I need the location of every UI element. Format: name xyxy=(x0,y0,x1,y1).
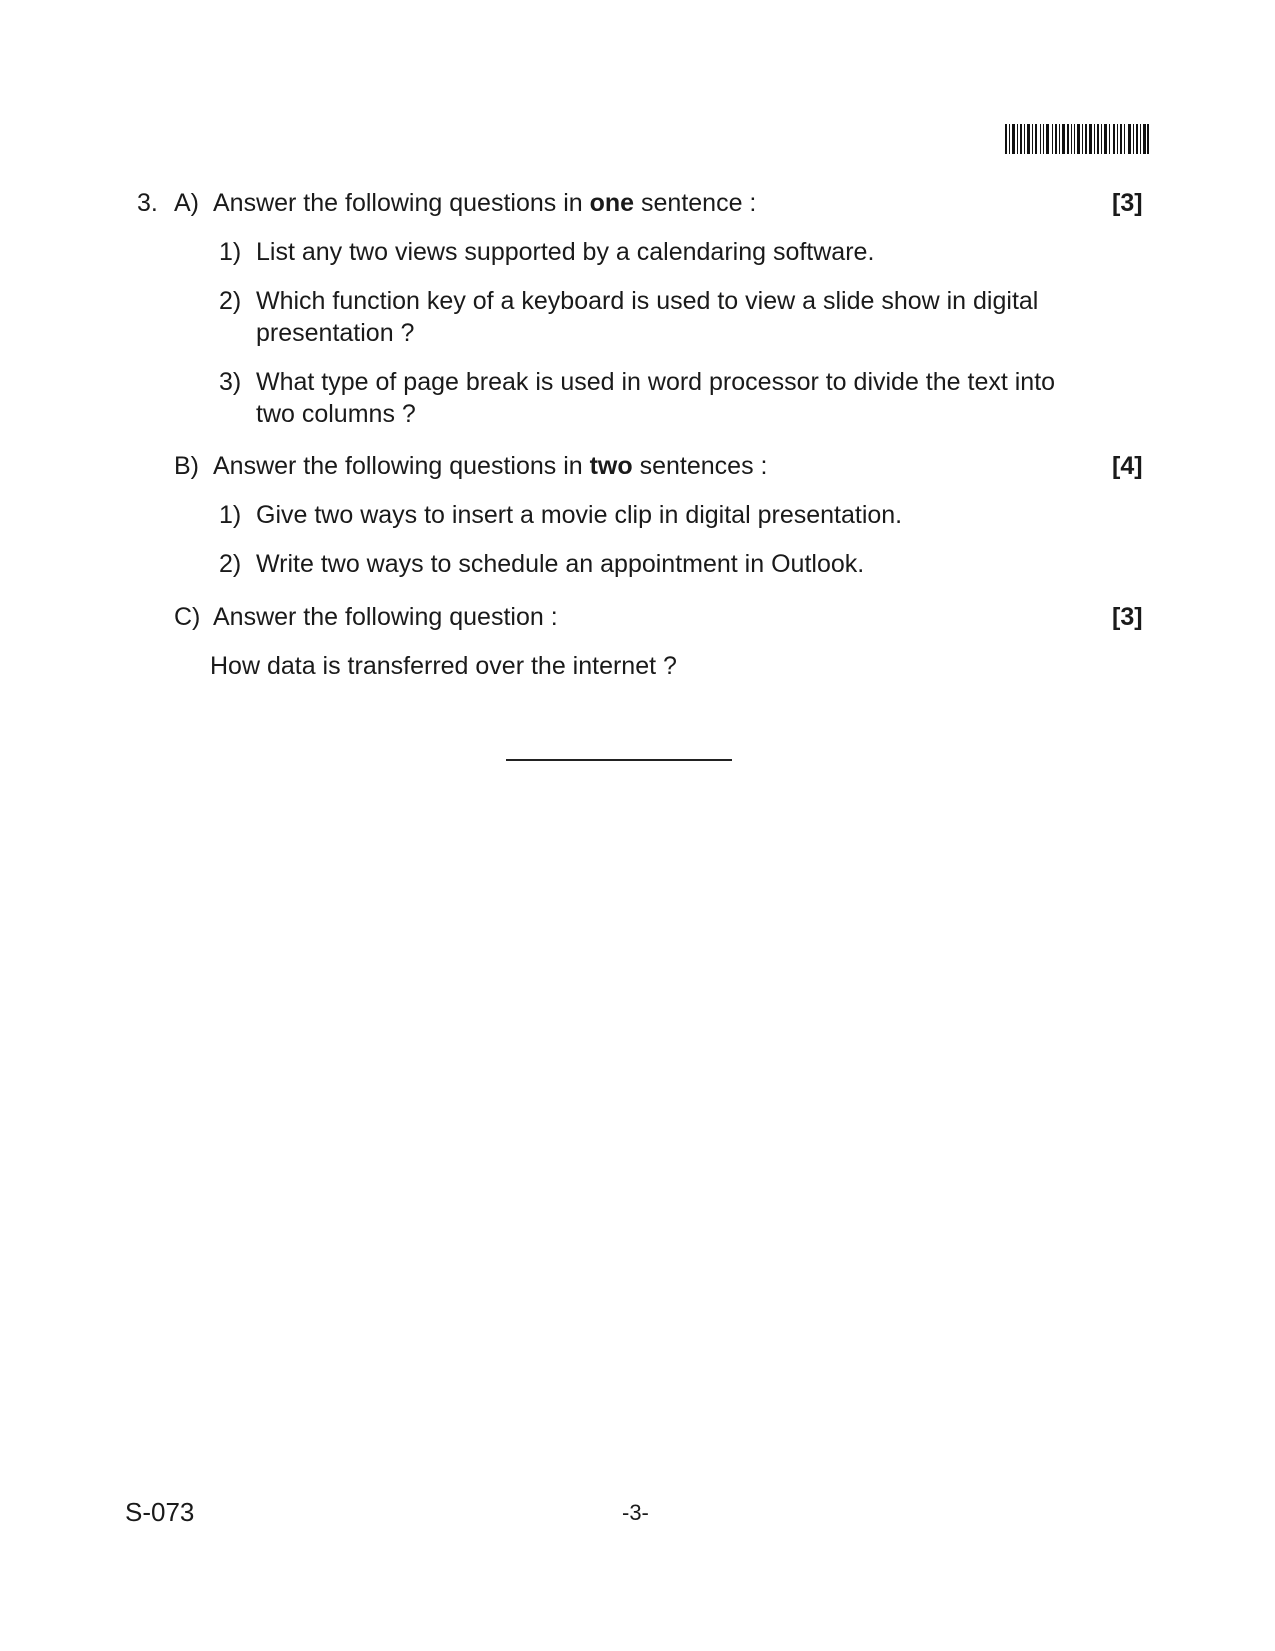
part-c-instruction: Answer the following question : xyxy=(213,603,558,631)
part-a-marks: [3] xyxy=(1112,189,1143,217)
exam-page: 3. A) Answer the following questions in one sentence : [3] 1) List any two views supported by a calendaring software. 2) Which function key of a keyboard is used to view a slide show in digital presentation ? 3) What type of page break is used in word processor to divide the text into two columns ? B) Answer the following questions in two sentences : [4] 1) Give two ways to insert a movie clip in digital presentation. 2) Write two ways to schedule an appointment in Outlook. C) Answer the following question : [3] How data is transferred over the internet ? S-073 -3- xyxy=(0,0,1275,1651)
page-number: -3- xyxy=(622,1500,649,1525)
question-number: 3. xyxy=(137,189,158,217)
part-b-marks: [4] xyxy=(1112,452,1143,480)
part-c-label: C) xyxy=(174,603,201,631)
barcode xyxy=(1005,124,1149,154)
paper-code: S-073 xyxy=(125,1497,195,1527)
part-a-instruction: Answer the following questions in one sentence : xyxy=(213,189,757,217)
part-c-marks: [3] xyxy=(1112,603,1143,631)
part-b-instruction: Answer the following questions in two sentences : xyxy=(213,452,768,480)
part-a-label: A) xyxy=(174,189,199,217)
part-b-label: B) xyxy=(174,452,199,480)
end-divider xyxy=(506,759,732,761)
